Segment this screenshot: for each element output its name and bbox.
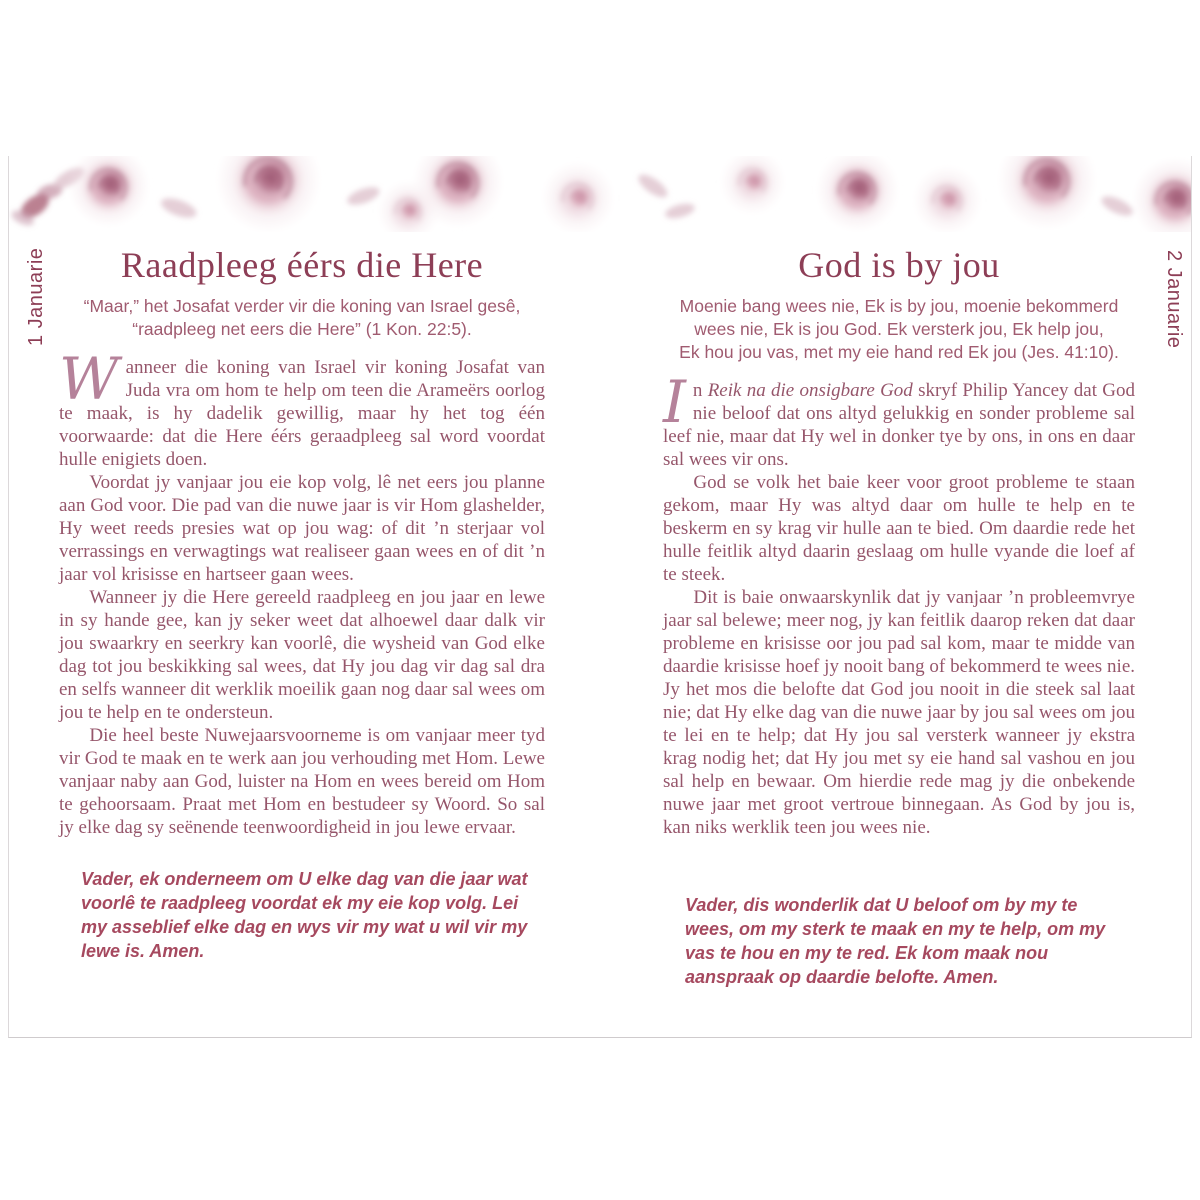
scripture-line: Ek hou jou vas, met my eie hand red Ek jou (Jes. 41:10).: [679, 342, 1119, 362]
dropcap-letter: I: [663, 368, 686, 436]
paragraph-text: skryf Philip Yancey dat God nie beloof dat ons altyd gelukkig en sonder probleme sal leef nie, maar dat Hy wel in donker tye by ons, in ons en daar sal wees vir ons.: [663, 380, 1135, 470]
rose-border-graphic: [9, 156, 1191, 232]
paragraph: Voordat jy vanjaar jou eie kop volg, lê net eers jou planne aan God voor. Die pad van die nuwe jaar is vir Hom glashelder, Hy weet reeds presies wat op jou wag: of dit ’n sterjaar vol verrassings en verwagtings wat realiseer gaan wees en of dit ’n jaar vol krisisse en hartseer gaan wees.: [59, 472, 545, 585]
right-devotional-text: [663, 368, 1135, 839]
book-title-reference: Reik na die onsigbare God: [707, 380, 913, 401]
paragraph: [59, 345, 545, 471]
right-page-title: God is by jou: [798, 245, 1000, 285]
dropcap-letter: W: [59, 345, 119, 413]
day-tab-left: 1 Januarie: [25, 247, 47, 346]
day-tab-right: 2 Januarie: [1163, 250, 1185, 349]
right-prayer: Vader, dis wonderlik dat U beloof om by my te wees, om my sterk te maak en my te help, om my vas te hou en my te red. Ek kom maak nou aanspraak op daardie belofte. Amen.: [685, 895, 1106, 987]
scripture-line: wees nie, Ek is jou God. Ek versterk jou, Ek help jou,: [694, 319, 1104, 339]
left-scripture-quote: [59, 295, 545, 341]
paragraph: Die heel beste Nuwejaarsvoorneme is om vanjaar meer tyd vir God te maak en te werk aan jou verhouding met Hom. Lewe vanjaar naby aan God, luister na Hom en wees bereid om Hom te gehoorsaam. Praat met Hom en bestudeer sy Woord. So sal jy elke dag sy seënende teenwoordigheid in jou lewe ervaar.: [59, 725, 545, 838]
left-page-title: Raadpleeg éérs die Here: [120, 245, 484, 285]
paragraph: [663, 368, 1135, 471]
paragraph: Dit is baie onwaarskynlik dat jy vanjaar ’n probleemvrye jaar sal belewe; meer nog, jy kan feitlik daarop reken dat daar probleme en krisisse oor jou pad sal kom, maar te midde van daardie krisisse hoef jy nooit bang of bekommerd te wees nie. Jy het mos die belofte dat God jou nooit in die steek sal laat nie; dat Hy elke dag van die nuwe jaar by jou sal wees om jou te lei en te help; dat Hy jou sal versterk wanneer jy ekstra krag nodig het; dat Hy jou met sy eie hand sal vashou en jou sal help en bewaar. Om hierdie rede mag jy die onbekende nuwe jaar met groot vertroue binnegaan. As God by jou is, kan niks werklik teen jou wees nie.: [663, 587, 1135, 838]
scripture-line: “Maar,” het Josafat verder vir die koning van Israel gesê,: [83, 296, 521, 316]
right-page-column: [663, 244, 1135, 989]
book-spread: [8, 156, 1192, 1038]
paragraph-text: anneer die koning van Israel vir koning Josafat van Juda vra om hom te help om teen die Arameërs oorlog te maak, is hy dadelik gewillig, maar hy het tog één voorwaarde: dat die Here éérs geraadpleeg sal word voordat hulle enigiets doen.: [59, 357, 545, 470]
scripture-line: “raadpleeg net eers die Here” (1 Kon. 22:5).: [132, 319, 472, 339]
right-scripture-quote: [663, 295, 1135, 364]
scripture-line: Moenie bang wees nie, Ek is by jou, moenie bekommerd: [679, 296, 1119, 316]
left-devotional-text: [59, 345, 545, 839]
paragraph-text: n: [692, 380, 708, 401]
left-prayer: Vader, ek onderneem om U elke dag van die jaar wat voorlê te raadpleeg voordat ek my eie kop volg. Lei my asseblief elke dag en wys vir my wat u wil vir my lewe is. Amen.: [81, 869, 528, 961]
left-page-column: [59, 244, 545, 963]
paragraph: God se volk het baie keer voor groot probleme te staan gekom, maar Hy was altyd daar om hulle te help en te beskerm en sy krag vir hulle aan te bied. Om daardie rede het hulle feitlik altyd daarin geslaag om hulle vyande die loef af te steek.: [663, 472, 1135, 585]
paragraph: Wanneer jy die Here gereeld raadpleeg en jou jaar en lewe in sy hande gee, kan jy seker weet dat alhoewel daar dalk vir jou swaarkry en seerkry kan voorlê, die wysheid van God elke dag tot jou beskikking sal wees, dat Hy jou dag vir dag sal dra en selfs wanneer dit werklik moeilik gaan nog daar sal wees om jou te help en te ondersteun.: [59, 587, 545, 723]
